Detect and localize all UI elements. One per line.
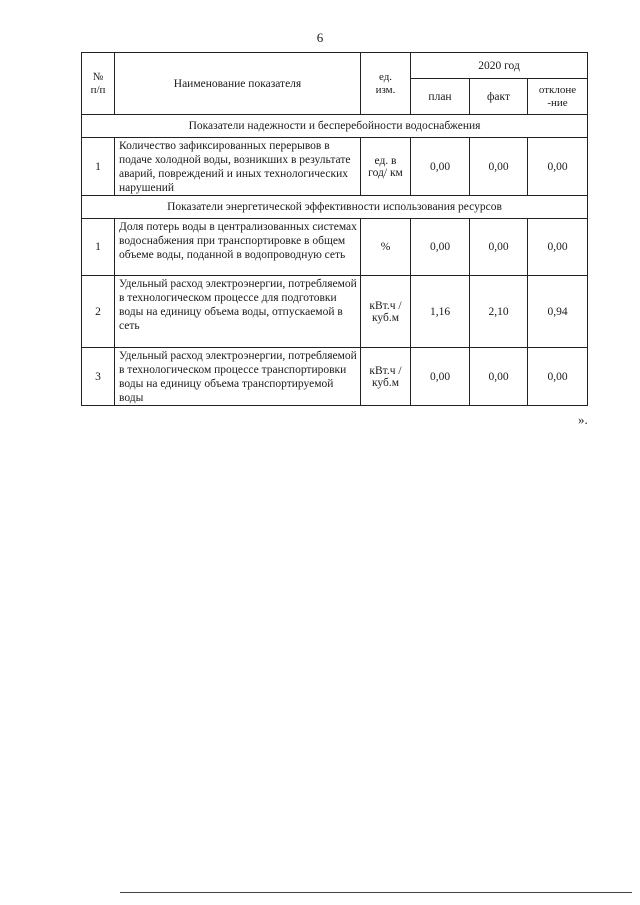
row-deviation: 0,94 [528, 276, 588, 348]
section-title-energy-efficiency: Показатели энергетической эффективности использования ресурсов [82, 196, 588, 219]
row-unit: ед. в год/ км [361, 138, 411, 196]
row-plan: 0,00 [411, 219, 470, 276]
row-number: 1 [82, 219, 115, 276]
indicators-table [81, 52, 588, 406]
row-name: Количество зафиксированных перерывов в подаче холодной воды, возникших в результате аварий, повреждений и иных технологических нарушений [115, 138, 361, 196]
bottom-rule [120, 892, 632, 893]
header-year: 2020 год [411, 53, 588, 79]
table-row [82, 348, 588, 406]
row-deviation: 0,00 [528, 348, 588, 406]
header-plan: план [411, 79, 470, 115]
closing-quote: ». [578, 412, 588, 427]
row-plan: 0,00 [411, 138, 470, 196]
table-row [82, 276, 588, 348]
row-fact: 0,00 [470, 219, 528, 276]
row-fact: 2,10 [470, 276, 528, 348]
row-name: Удельный расход электроэнергии, потребляемой в технологическом процессе транспортировки воды на единицу объема транспортируемой воды [115, 348, 361, 406]
row-deviation: 0,00 [528, 219, 588, 276]
row-unit: кВт.ч / куб.м [361, 276, 411, 348]
row-plan: 0,00 [411, 348, 470, 406]
row-number: 2 [82, 276, 115, 348]
row-number: 3 [82, 348, 115, 406]
row-plan: 1,16 [411, 276, 470, 348]
table-row [82, 138, 588, 196]
header-number: № п/п [82, 53, 115, 115]
row-name: Доля потерь воды в централизованных системах водоснабжения при транспортировке в общем объеме воды, поданной в водопроводную сеть [115, 219, 361, 276]
row-unit: % [361, 219, 411, 276]
row-deviation: 0,00 [528, 138, 588, 196]
header-unit: ед. изм. [361, 53, 411, 115]
row-fact: 0,00 [470, 138, 528, 196]
row-fact: 0,00 [470, 348, 528, 406]
section-title-reliability: Показатели надежности и бесперебойности водоснабжения [82, 115, 588, 138]
row-name: Удельный расход электроэнергии, потребляемой в технологическом процессе для подготовки воды на единицу объема воды, отпускаемой в сеть [115, 276, 361, 348]
header-fact: факт [470, 79, 528, 115]
row-unit: кВт.ч / куб.м [361, 348, 411, 406]
header-indicator-name: Наименование показателя [115, 53, 361, 115]
header-deviation: отклоне -ние [528, 79, 588, 115]
table-row [82, 219, 588, 276]
page-number: 6 [316, 30, 324, 45]
row-number: 1 [82, 138, 115, 196]
